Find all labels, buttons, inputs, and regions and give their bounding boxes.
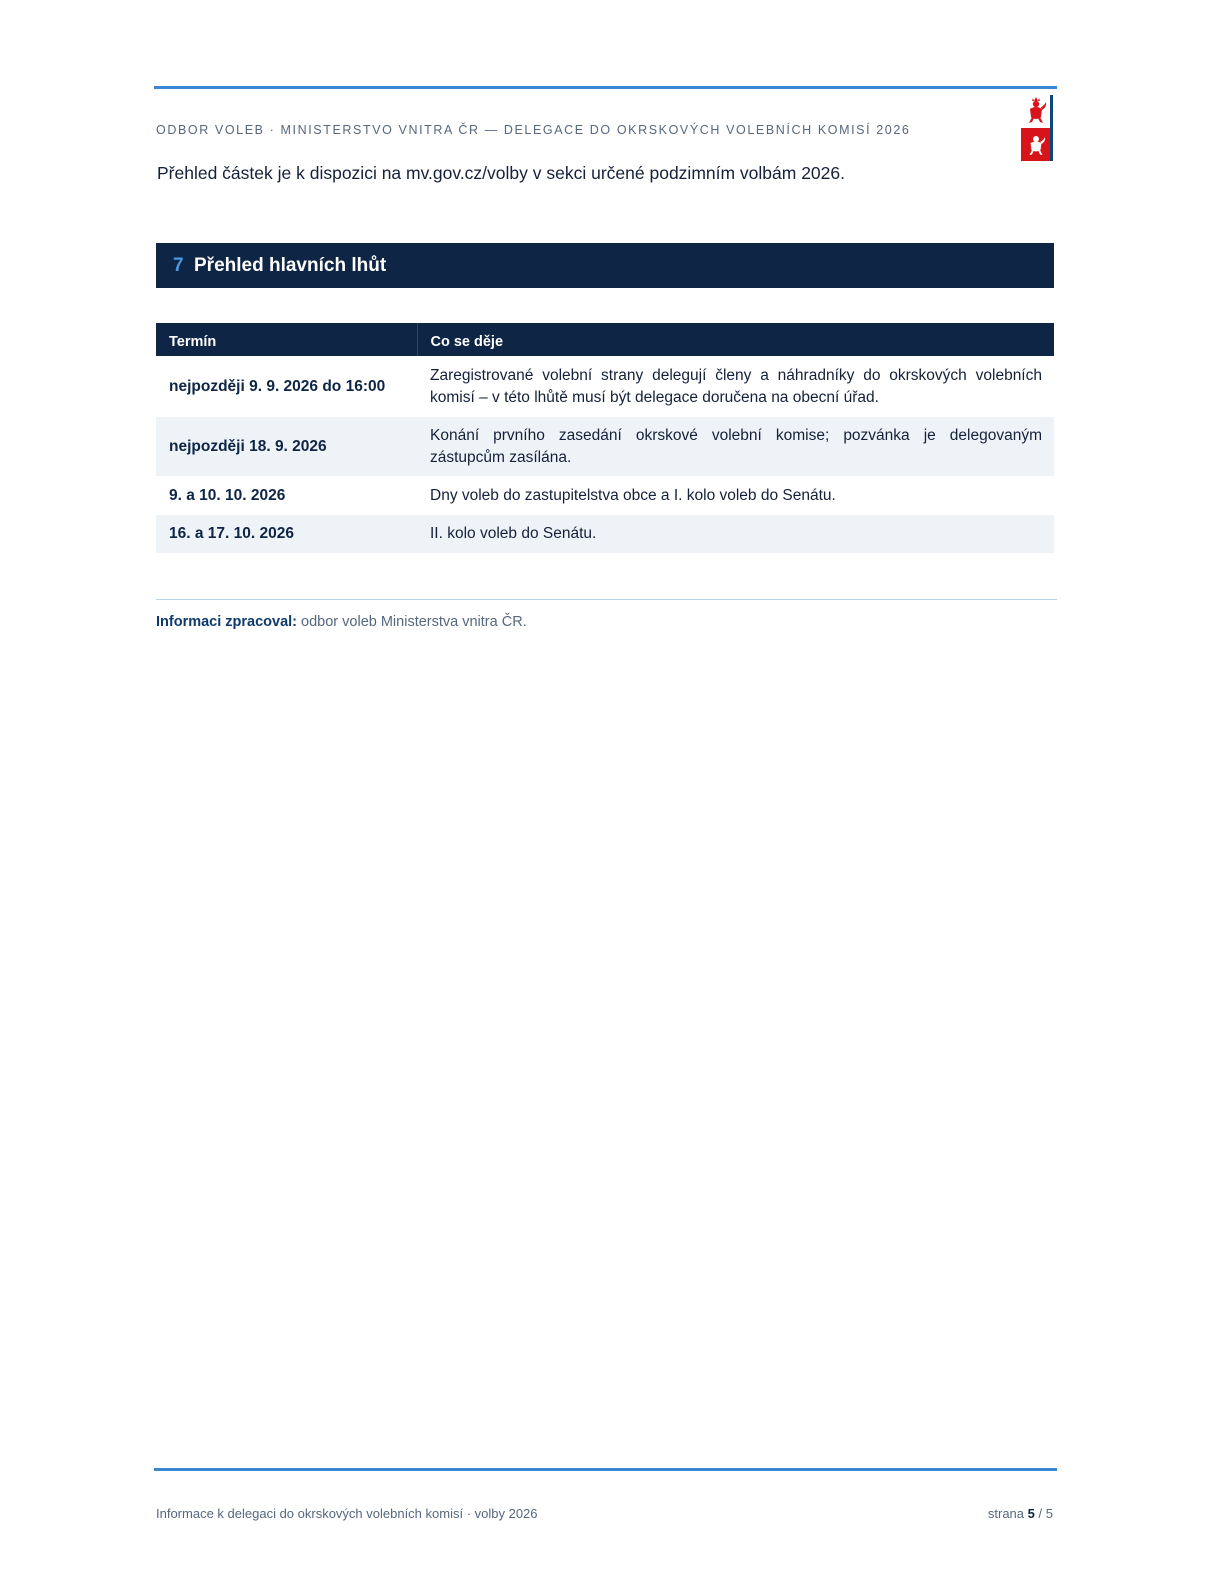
footer-document-title: Informace k delegaci do okrskových volebních komisí · volby 2026 — [156, 1506, 538, 1521]
czech-lion-emblem-icon — [1021, 95, 1053, 161]
table-row — [156, 356, 1054, 417]
current-page: 5 — [1027, 1506, 1035, 1521]
section-heading — [156, 243, 1054, 288]
event-cell: Konání prvního zasedání okrskové volební komise; pozvánka je delegovaným zástupcům zasílána. — [417, 417, 1054, 476]
table-row — [156, 476, 1054, 515]
deadlines-table — [156, 323, 1054, 553]
table-row — [156, 417, 1054, 476]
term-cell: 9. a 10. 10. 2026 — [169, 486, 286, 504]
term-cell: nejpozději 9. 9. 2026 do 16:00 — [169, 377, 386, 395]
credit-label: Informaci zpracoval: — [156, 614, 298, 630]
page-separator: / — [1038, 1506, 1043, 1521]
header-top-rule — [154, 86, 1057, 89]
credit-text: odbor voleb Ministerstva vnitra ČR. — [301, 614, 527, 630]
page-number — [988, 1506, 1053, 1521]
page-prefix: strana — [987, 1506, 1025, 1521]
term-cell: 16. a 17. 10. 2026 — [156, 515, 417, 553]
table-header-row — [156, 323, 1054, 356]
credit-line — [156, 614, 527, 630]
column-header-event: Co se děje — [417, 323, 1054, 356]
intro-paragraph: Přehled částek je k dispozici na mv.gov.cz/volby v sekci určené podzimním volbám 2026. — [157, 163, 845, 183]
event-cell: Zaregistrované volební strany delegují členy a náhradníky do okrskových volebních komisí – v této lhůtě musí být delegace doručena na obecní úřad. — [430, 367, 1042, 406]
term-cell: nejpozději 18. 9. 2026 — [156, 417, 417, 476]
event-cell: II. kolo voleb do Senátu. — [417, 515, 1054, 553]
total-pages: 5 — [1045, 1506, 1053, 1521]
divider — [156, 599, 1057, 600]
column-header-term: Termín — [156, 323, 417, 356]
section-number: 7 — [173, 254, 184, 276]
footer-rule — [154, 1468, 1057, 1471]
table-row — [156, 515, 1054, 553]
section-title: Přehled hlavních lhůt — [194, 254, 387, 276]
running-header: ODBOR VOLEB · MINISTERSTVO VNITRA ČR — DELEGACE DO OKRSKOVÝCH VOLEBNÍCH KOMISÍ 2026 — [156, 123, 911, 137]
event-cell: Dny voleb do zastupitelstva obce a I. kolo voleb do Senátu. — [430, 486, 836, 504]
